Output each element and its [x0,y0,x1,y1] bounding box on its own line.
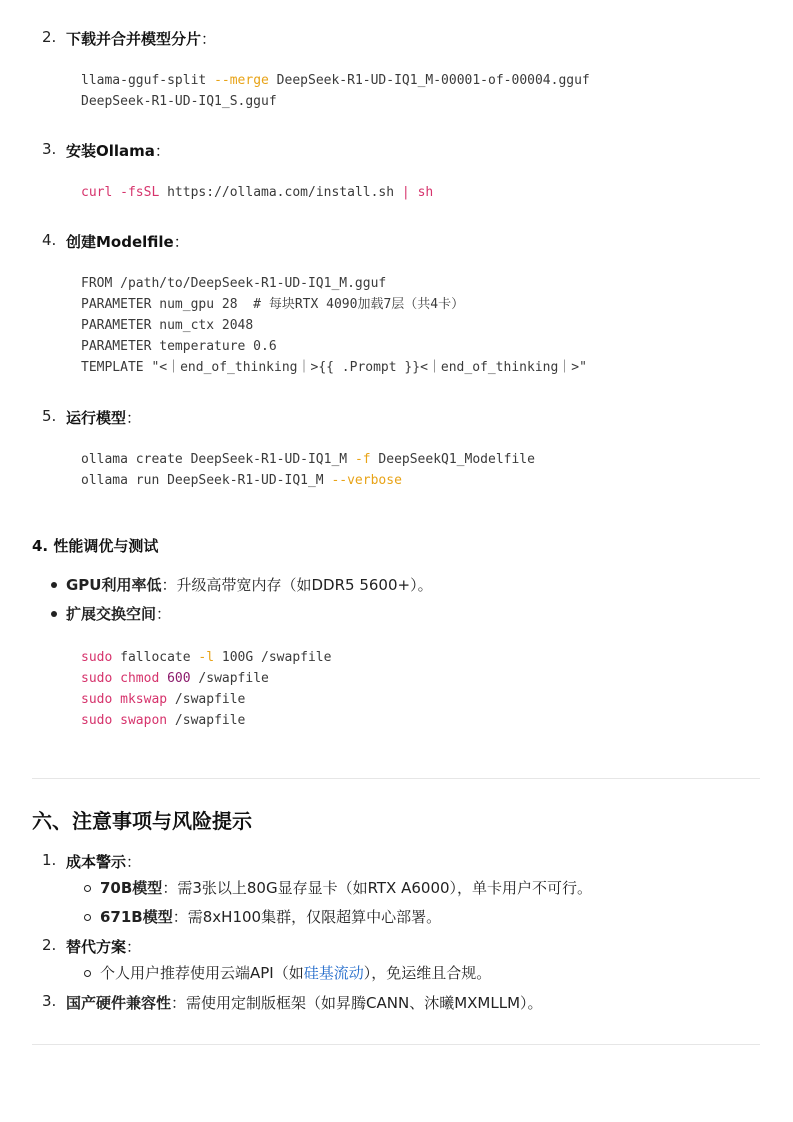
bullet-gpu-utilization [66,574,433,595]
code-command: sudo [81,692,113,707]
step-number: 4. [42,231,57,249]
code-text: 100G /swapfile [214,650,332,665]
code-flag: -fsSL [112,185,160,200]
bullet-bold: GPU利用率低 [66,576,162,594]
code-block-modelfile [81,273,587,378]
code-pipe: | [401,185,410,200]
code-text: ollama create DeepSeek-R1-UD-IQ1_M [81,452,355,467]
item-title-cost [66,851,141,872]
bullet-swap-space [66,603,171,624]
colon: ： [126,853,142,871]
item-number: 2. [42,936,57,954]
item-title-text: 替代方案 [66,938,127,956]
section-heading-tuning: 4. 性能调优与测试 [32,537,159,555]
divider [32,1044,760,1045]
code-command: sh [409,185,434,200]
sub-item-text: 个人用户推荐使用云端API（如 [100,964,304,982]
bullet-dot [51,582,57,588]
sub-item-bold: 70B模型 [100,879,163,897]
code-number: 600 [159,671,191,686]
code-command: chmod [112,671,160,686]
code-flag: -l [198,650,215,665]
code-text: DeepSeekQ1_Modelfile [370,452,535,467]
colon: ： [154,142,170,160]
item-number: 1. [42,851,57,869]
code-command: sudo [81,650,113,665]
code-line: PARAMETER num_ctx 2048 [81,318,254,333]
sub-item-text: ：需3张以上80G显存显卡（如RTX A6000），单卡用户不可行。 [162,879,593,897]
code-line: PARAMETER temperature 0.6 [81,339,277,354]
step-title-install [66,140,170,161]
code-block-merge [81,70,590,112]
bullet-dot [51,611,57,617]
step-title-modelfile [66,231,189,252]
code-flag: -f [354,452,371,467]
code-command: sudo [81,713,113,728]
code-text: fallocate [112,650,199,665]
step-title-text: 安装Ollama [66,142,155,160]
bullet-text: ：升级高带宽内存（如DDR5 5600+）。 [161,576,433,594]
step-title-text: 创建Modelfile [66,233,174,251]
code-text: DeepSeek-R1-UD-IQ1_S.gguf [81,94,277,109]
code-flag: --merge [214,73,269,88]
code-command: mkswap [112,692,168,707]
code-flag: --verbose [331,473,402,488]
item-text: ：需使用定制版框架（如昇腾CANN、沐曦MXMLLM）。 [171,994,543,1012]
code-block-run [81,449,535,491]
code-command: sudo [81,671,113,686]
colon: ： [201,30,217,48]
code-command: swapon [112,713,168,728]
colon: ： [173,233,189,251]
code-line: FROM /path/to/DeepSeek-R1-UD-IQ1_M.gguf [81,276,387,291]
code-text: DeepSeek-R1-UD-IQ1_M-00001-of-00004.gguf [268,73,590,88]
siliconflow-link[interactable]: 硅基流动 [303,964,364,982]
item-title-alternatives [66,936,141,957]
sub-item-text: ：需8xH100集群，仅限超算中心部署。 [172,908,442,926]
section-heading-warnings: 六、注意事项与风险提示 [32,809,252,833]
code-text: ollama run DeepSeek-R1-UD-IQ1_M [81,473,332,488]
step-title-text: 运行模型 [66,409,127,427]
code-text: /swapfile [167,692,246,707]
colon: ： [126,938,142,956]
bullet-text: ： [156,605,172,623]
sub-item-70b [100,877,592,898]
step-number: 5. [42,407,57,425]
code-line: TEMPLATE "<｜end_of_thinking｜>{{ .Prompt }}<｜end_of_thinking｜>" [81,360,587,375]
sub-item-bold: 671B模型 [100,908,173,926]
sub-item-671b [100,906,441,927]
code-command: curl [81,185,113,200]
sub-bullet-circle [84,970,91,977]
code-text: /swapfile [190,671,269,686]
sub-item-cloud-api [100,962,491,983]
code-block-install [81,182,433,203]
sub-bullet-circle [84,914,91,921]
step-title-text: 下载并合并模型分片 [66,30,202,48]
item-title-bold: 国产硬件兼容性 [66,994,172,1012]
code-text: llama-gguf-split [81,73,215,88]
code-url: https://ollama.com/install.sh [159,185,402,200]
item-title-text: 成本警示 [66,853,127,871]
step-title-run [66,407,141,428]
bullet-bold: 扩展交换空间 [66,605,157,623]
sub-bullet-circle [84,885,91,892]
code-line: PARAMETER num_gpu 28 # 每块RTX 4090加载7层（共4卡） [81,297,465,312]
step-number: 3. [42,140,57,158]
divider [32,778,760,779]
sub-item-text: ），免运维且合规。 [363,964,492,982]
item-number: 3. [42,992,57,1010]
code-text: /swapfile [167,713,246,728]
colon: ： [126,409,142,427]
step-title-merge [66,28,216,49]
step-number: 2. [42,28,57,46]
item-domestic-hardware [66,992,543,1013]
code-block-swap [81,647,331,731]
